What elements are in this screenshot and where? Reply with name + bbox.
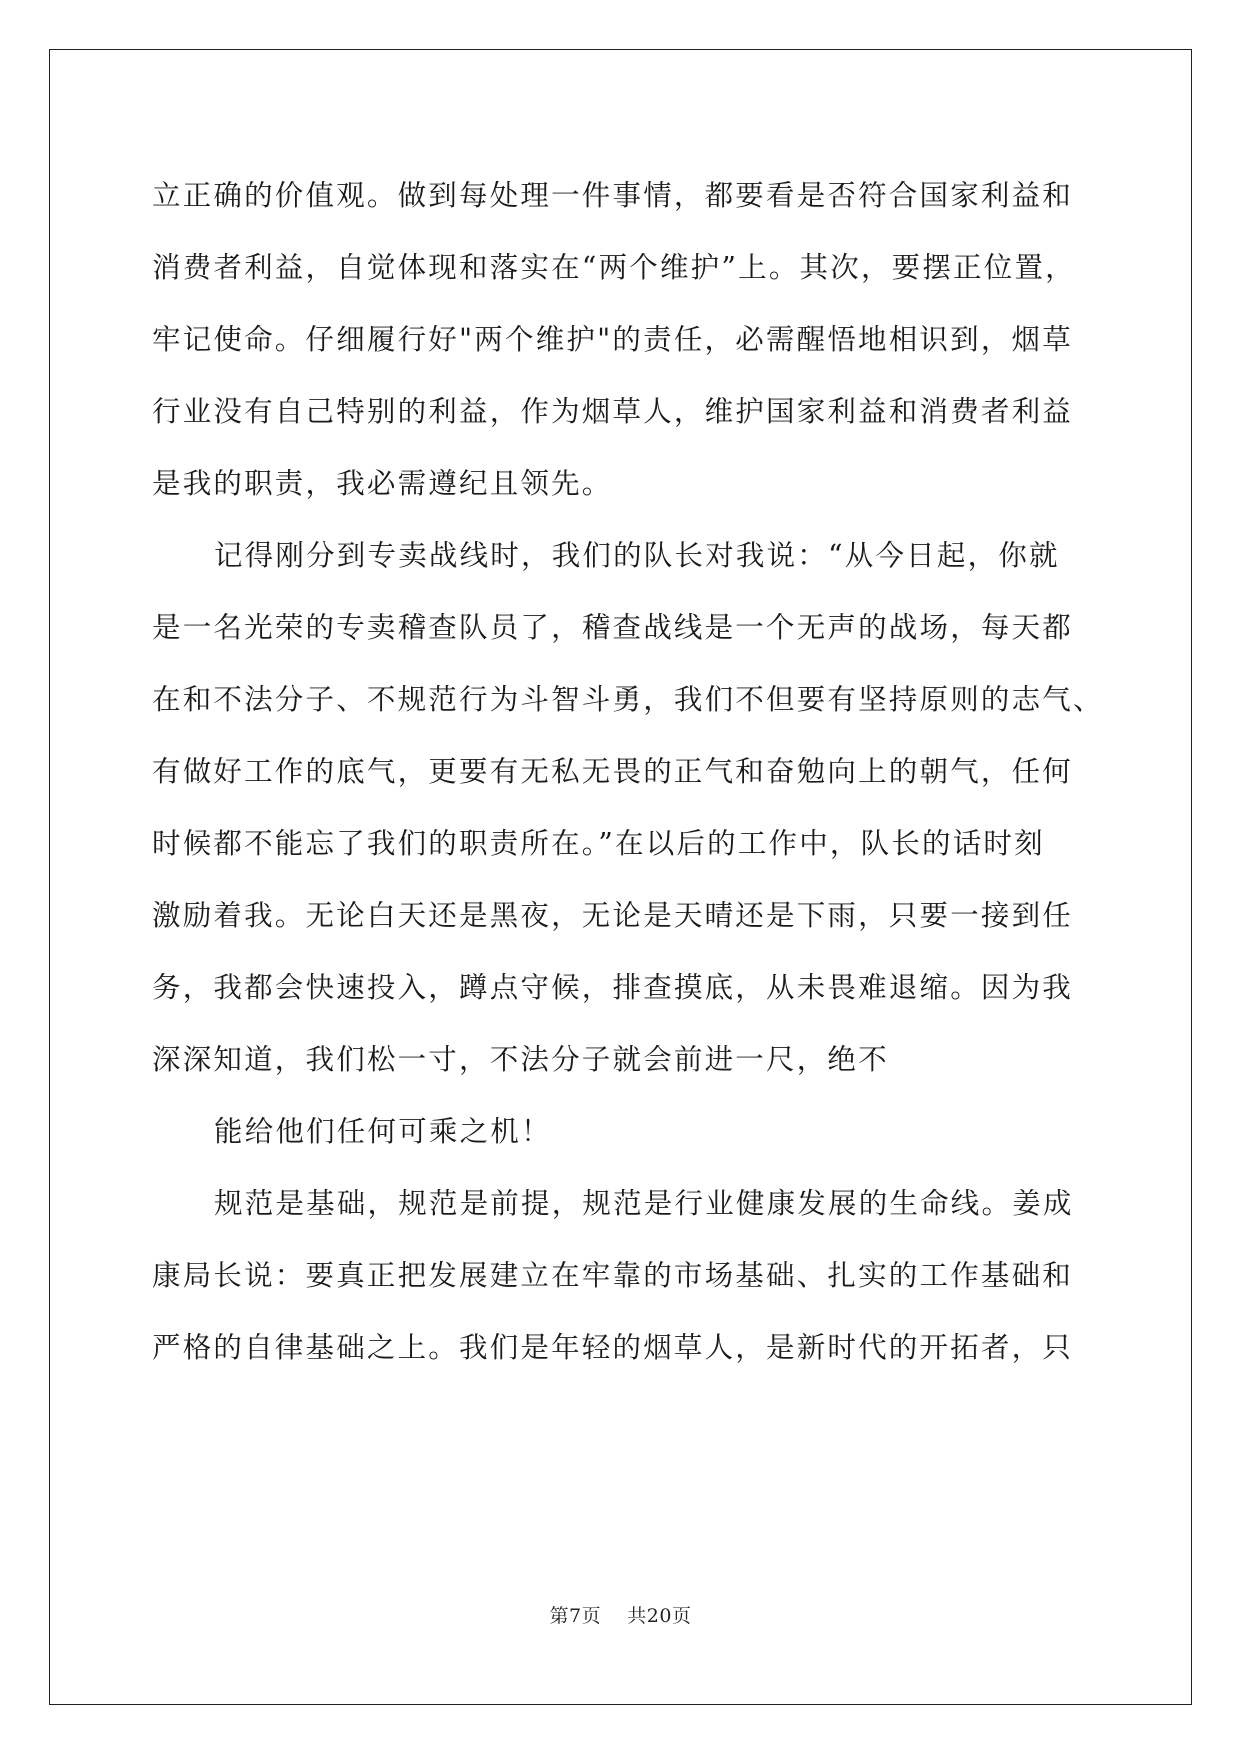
text-line: 激励着我。无论白天还是黑夜，无论是天晴还是下雨，只要一接到任 [152, 899, 1074, 932]
paragraph-start-line: 规范是基础，规范是前提，规范是行业健康发展的生命线。姜成 [214, 1187, 1074, 1220]
text-line: 深深知道，我们松一寸，不法分子就会前进一尺，绝不 [152, 1043, 889, 1076]
text-line: 是我的职责，我必需遵纪且领先。 [152, 467, 613, 500]
text-line: 立正确的价值观。做到每处理一件事情，都要看是否符合国家利益和 [152, 179, 1074, 212]
text-line: 在和不法分子、不规范行为斗智斗勇，我们不但要有坚持原则的志气、 [152, 683, 1104, 716]
text-line: 时候都不能忘了我们的职责所在。”在以后的工作中，队长的话时刻 [152, 827, 1045, 860]
document-body [152, 160, 1104, 1384]
paragraph-start-line: 记得刚分到专卖战线时，我们的队长对我说：“从今日起，你就 [214, 539, 1060, 572]
text-line: 严格的自律基础之上。我们是年轻的烟草人，是新时代的开拓者，只 [152, 1331, 1074, 1364]
text-line: 行业没有自己特别的利益，作为烟草人，维护国家利益和消费者利益 [152, 395, 1074, 428]
page-footer [0, 1601, 1241, 1628]
page-number: 第7页 [549, 1605, 602, 1627]
text-line: 牢记使命。仔细履行好"两个维护"的责任，必需醒悟地相识到，烟草 [152, 323, 1073, 356]
text-line: 务，我都会快速投入，蹲点守候，排查摸底，从未畏难退缩。因为我 [152, 971, 1074, 1004]
paragraph-start-line: 能给他们任何可乘之机！ [214, 1115, 552, 1148]
text-line: 消费者利益，自觉体现和落实在“两个维护”上。其次，要摆正位置， [152, 251, 1076, 284]
page-total: 共20页 [627, 1605, 692, 1627]
text-line: 是一名光荣的专卖稽查队员了，稽查战线是一个无声的战场，每天都 [152, 611, 1074, 644]
text-line: 有做好工作的底气，更要有无私无畏的正气和奋勉向上的朝气，任何 [152, 755, 1074, 788]
text-line: 康局长说：要真正把发展建立在牢靠的市场基础、扎实的工作基础和 [152, 1259, 1074, 1292]
